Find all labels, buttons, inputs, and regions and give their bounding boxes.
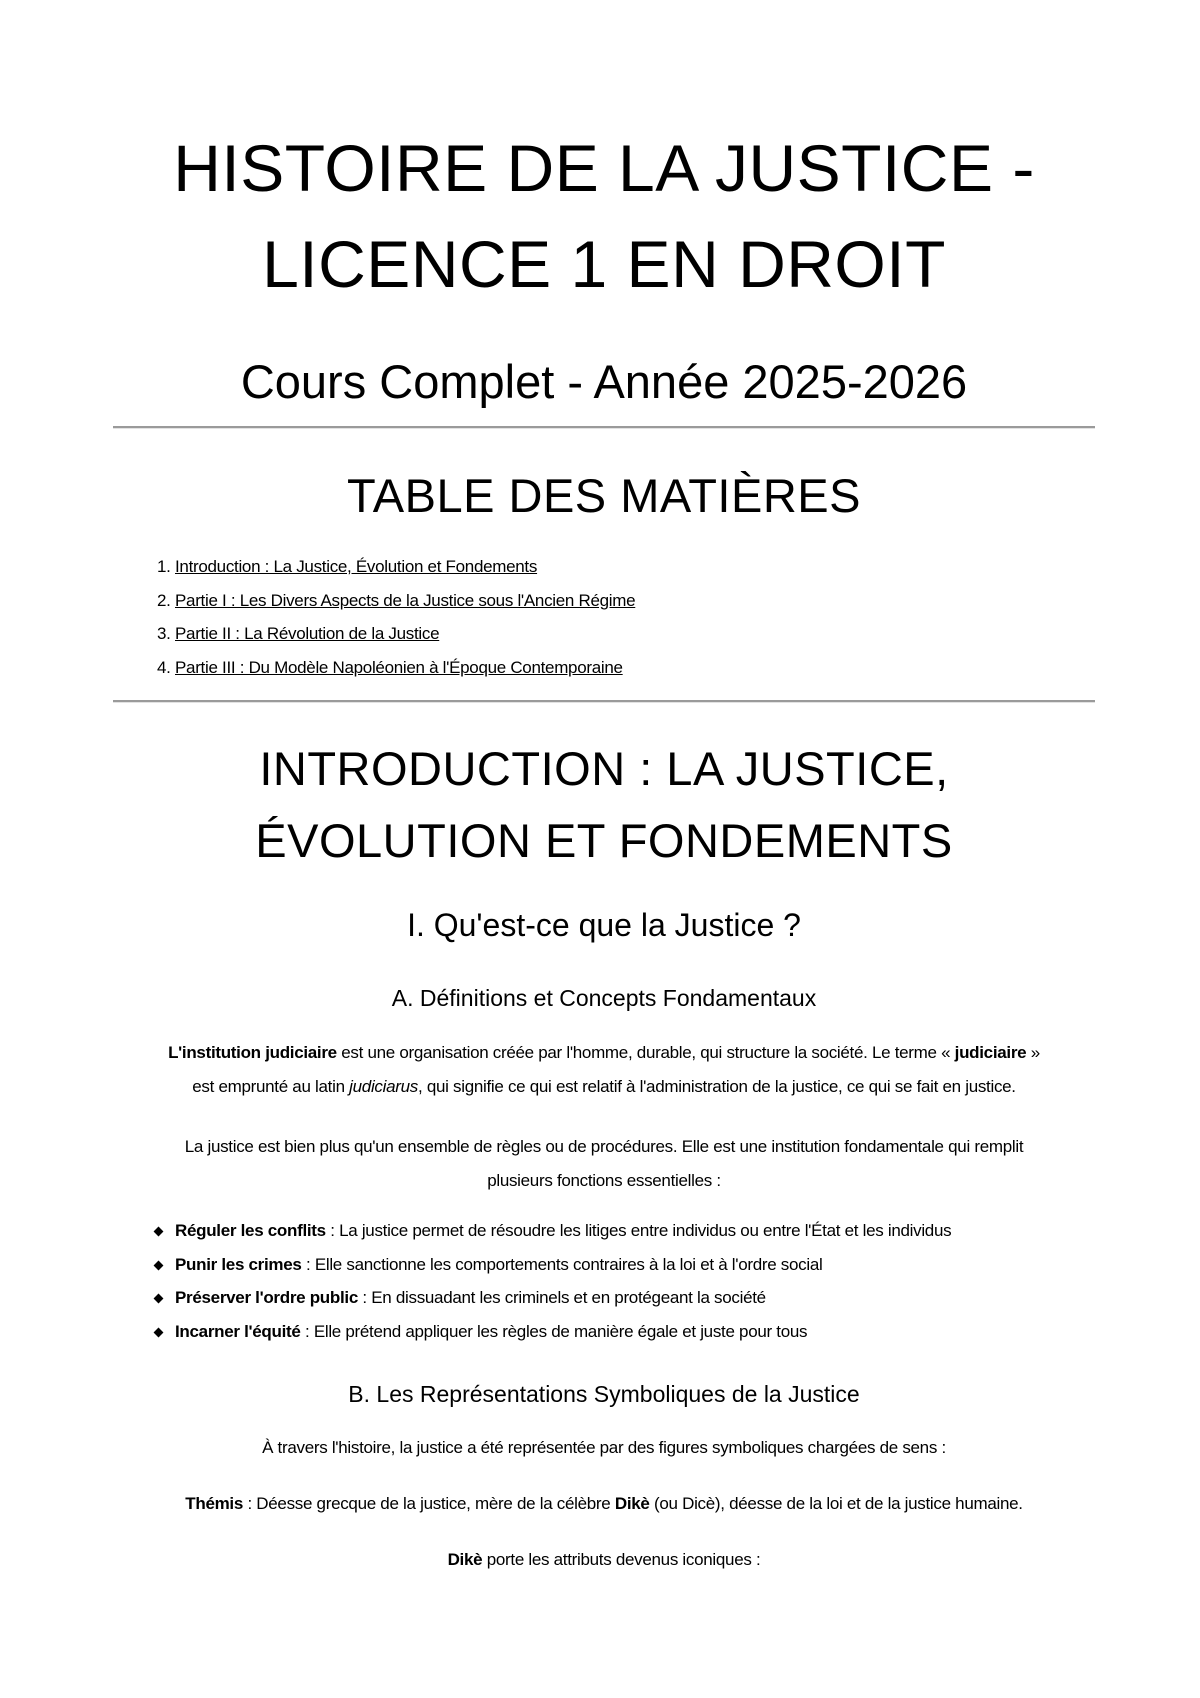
paragraph-text: plusieurs fonctions essentielles : — [487, 1171, 721, 1190]
list-item-text: : La justice permet de résoudre les litiges entre individus ou entre l'État et les individus — [325, 1221, 952, 1240]
paragraph-themis — [113, 1487, 1095, 1521]
bullet-icon — [154, 1294, 164, 1304]
introduction-title-line2: ÉVOLUTION ET FONDEMENTS — [255, 814, 953, 867]
functions-list — [153, 1214, 951, 1348]
list-item-term: Incarner l'équité — [175, 1321, 301, 1341]
introduction-title — [113, 733, 1095, 877]
section-i-title: I. Qu'est-ce que la Justice ? — [407, 907, 801, 943]
toc-title: TABLE DES MATIÈRES — [347, 469, 861, 522]
term-dike: Dikè — [614, 1494, 650, 1513]
paragraph-text: La justice est bien plus qu'un ensemble de règles ou de procédures. Elle est une institution fondamentale qui remplit — [184, 1137, 1024, 1156]
introduction-title-line1: INTRODUCTION : LA JUSTICE, — [259, 742, 949, 795]
toc-item — [175, 584, 635, 618]
paragraph-text: , qui signifie ce qui est relatif à l'administration de la justice, ce qui se fait en justice. — [417, 1077, 1016, 1096]
paragraph-text: » — [1026, 1043, 1040, 1062]
paragraph-symbols-intro: À travers l'histoire, la justice a été représentée par des figures symboliques chargées de sens : — [262, 1438, 946, 1457]
term-dike: Dikè — [447, 1550, 483, 1569]
toc-item — [175, 651, 635, 685]
list-item — [175, 1281, 951, 1315]
list-item — [175, 1315, 951, 1349]
bullet-icon — [154, 1227, 164, 1237]
document-subtitle: Cours Complet - Année 2025-2026 — [240, 355, 968, 408]
toc-link-partie-3[interactable]: Partie III : Du Modèle Napoléonien à l'Époque Contemporaine — [175, 657, 623, 677]
list-item-text: : Elle prétend appliquer les règles de manière égale et juste pour tous — [300, 1321, 808, 1341]
paragraph-text: : Déesse grecque de la justice, mère de la célèbre — [243, 1494, 615, 1513]
divider-toc — [113, 700, 1095, 703]
toc-link-introduction[interactable]: Introduction : La Justice, Évolution et Fondements — [175, 557, 538, 576]
toc-link-partie-2[interactable]: Partie II : La Révolution de la Justice — [175, 624, 440, 643]
toc-item — [175, 617, 635, 651]
term-judiciaire: judiciaire — [954, 1043, 1027, 1062]
term-institution-judiciaire: L'institution judiciaire — [168, 1043, 337, 1062]
list-item — [175, 1214, 951, 1248]
paragraph-text: est emprunté au latin — [192, 1077, 350, 1096]
paragraph-functions-intro — [113, 1130, 1095, 1198]
section-b-title: B. Les Représentations Symboliques de la Justice — [348, 1381, 860, 1407]
paragraph-text: porte les attributs devenus iconiques : — [482, 1550, 761, 1569]
list-item-text: : Elle sanctionne les comportements contraires à la loi et à l'ordre social — [301, 1254, 823, 1274]
toc-link-partie-1[interactable]: Partie I : Les Divers Aspects de la Justice sous l'Ancien Régime — [175, 590, 636, 610]
toc-item — [175, 550, 635, 584]
list-item — [175, 1248, 951, 1282]
document-title-line1: HISTOIRE DE LA JUSTICE - — [173, 131, 1035, 205]
paragraph-dike — [113, 1543, 1095, 1577]
bullet-icon — [154, 1260, 164, 1270]
document-title — [113, 120, 1095, 312]
list-item-term: Préserver l'ordre public — [175, 1288, 358, 1307]
document-title-line2: LICENCE 1 EN DROIT — [262, 227, 946, 301]
term-judiciarus: judiciarus — [349, 1077, 418, 1096]
section-a-title: A. Définitions et Concepts Fondamentaux — [391, 985, 817, 1011]
list-item-text: : En dissuadant les criminels et en protégeant la société — [357, 1288, 766, 1307]
divider-top — [113, 426, 1095, 429]
paragraph-institution — [113, 1036, 1095, 1104]
bullet-icon — [154, 1327, 164, 1337]
list-item-term: Réguler les conflits — [175, 1221, 326, 1240]
paragraph-text: est une organisation créée par l'homme, durable, qui structure la société. Le terme « — [336, 1043, 955, 1062]
term-themis: Thémis — [185, 1494, 244, 1513]
toc-list — [153, 550, 635, 684]
list-item-term: Punir les crimes — [175, 1254, 302, 1274]
paragraph-text: (ou Dicè), déesse de la loi et de la justice humaine. — [649, 1494, 1023, 1513]
